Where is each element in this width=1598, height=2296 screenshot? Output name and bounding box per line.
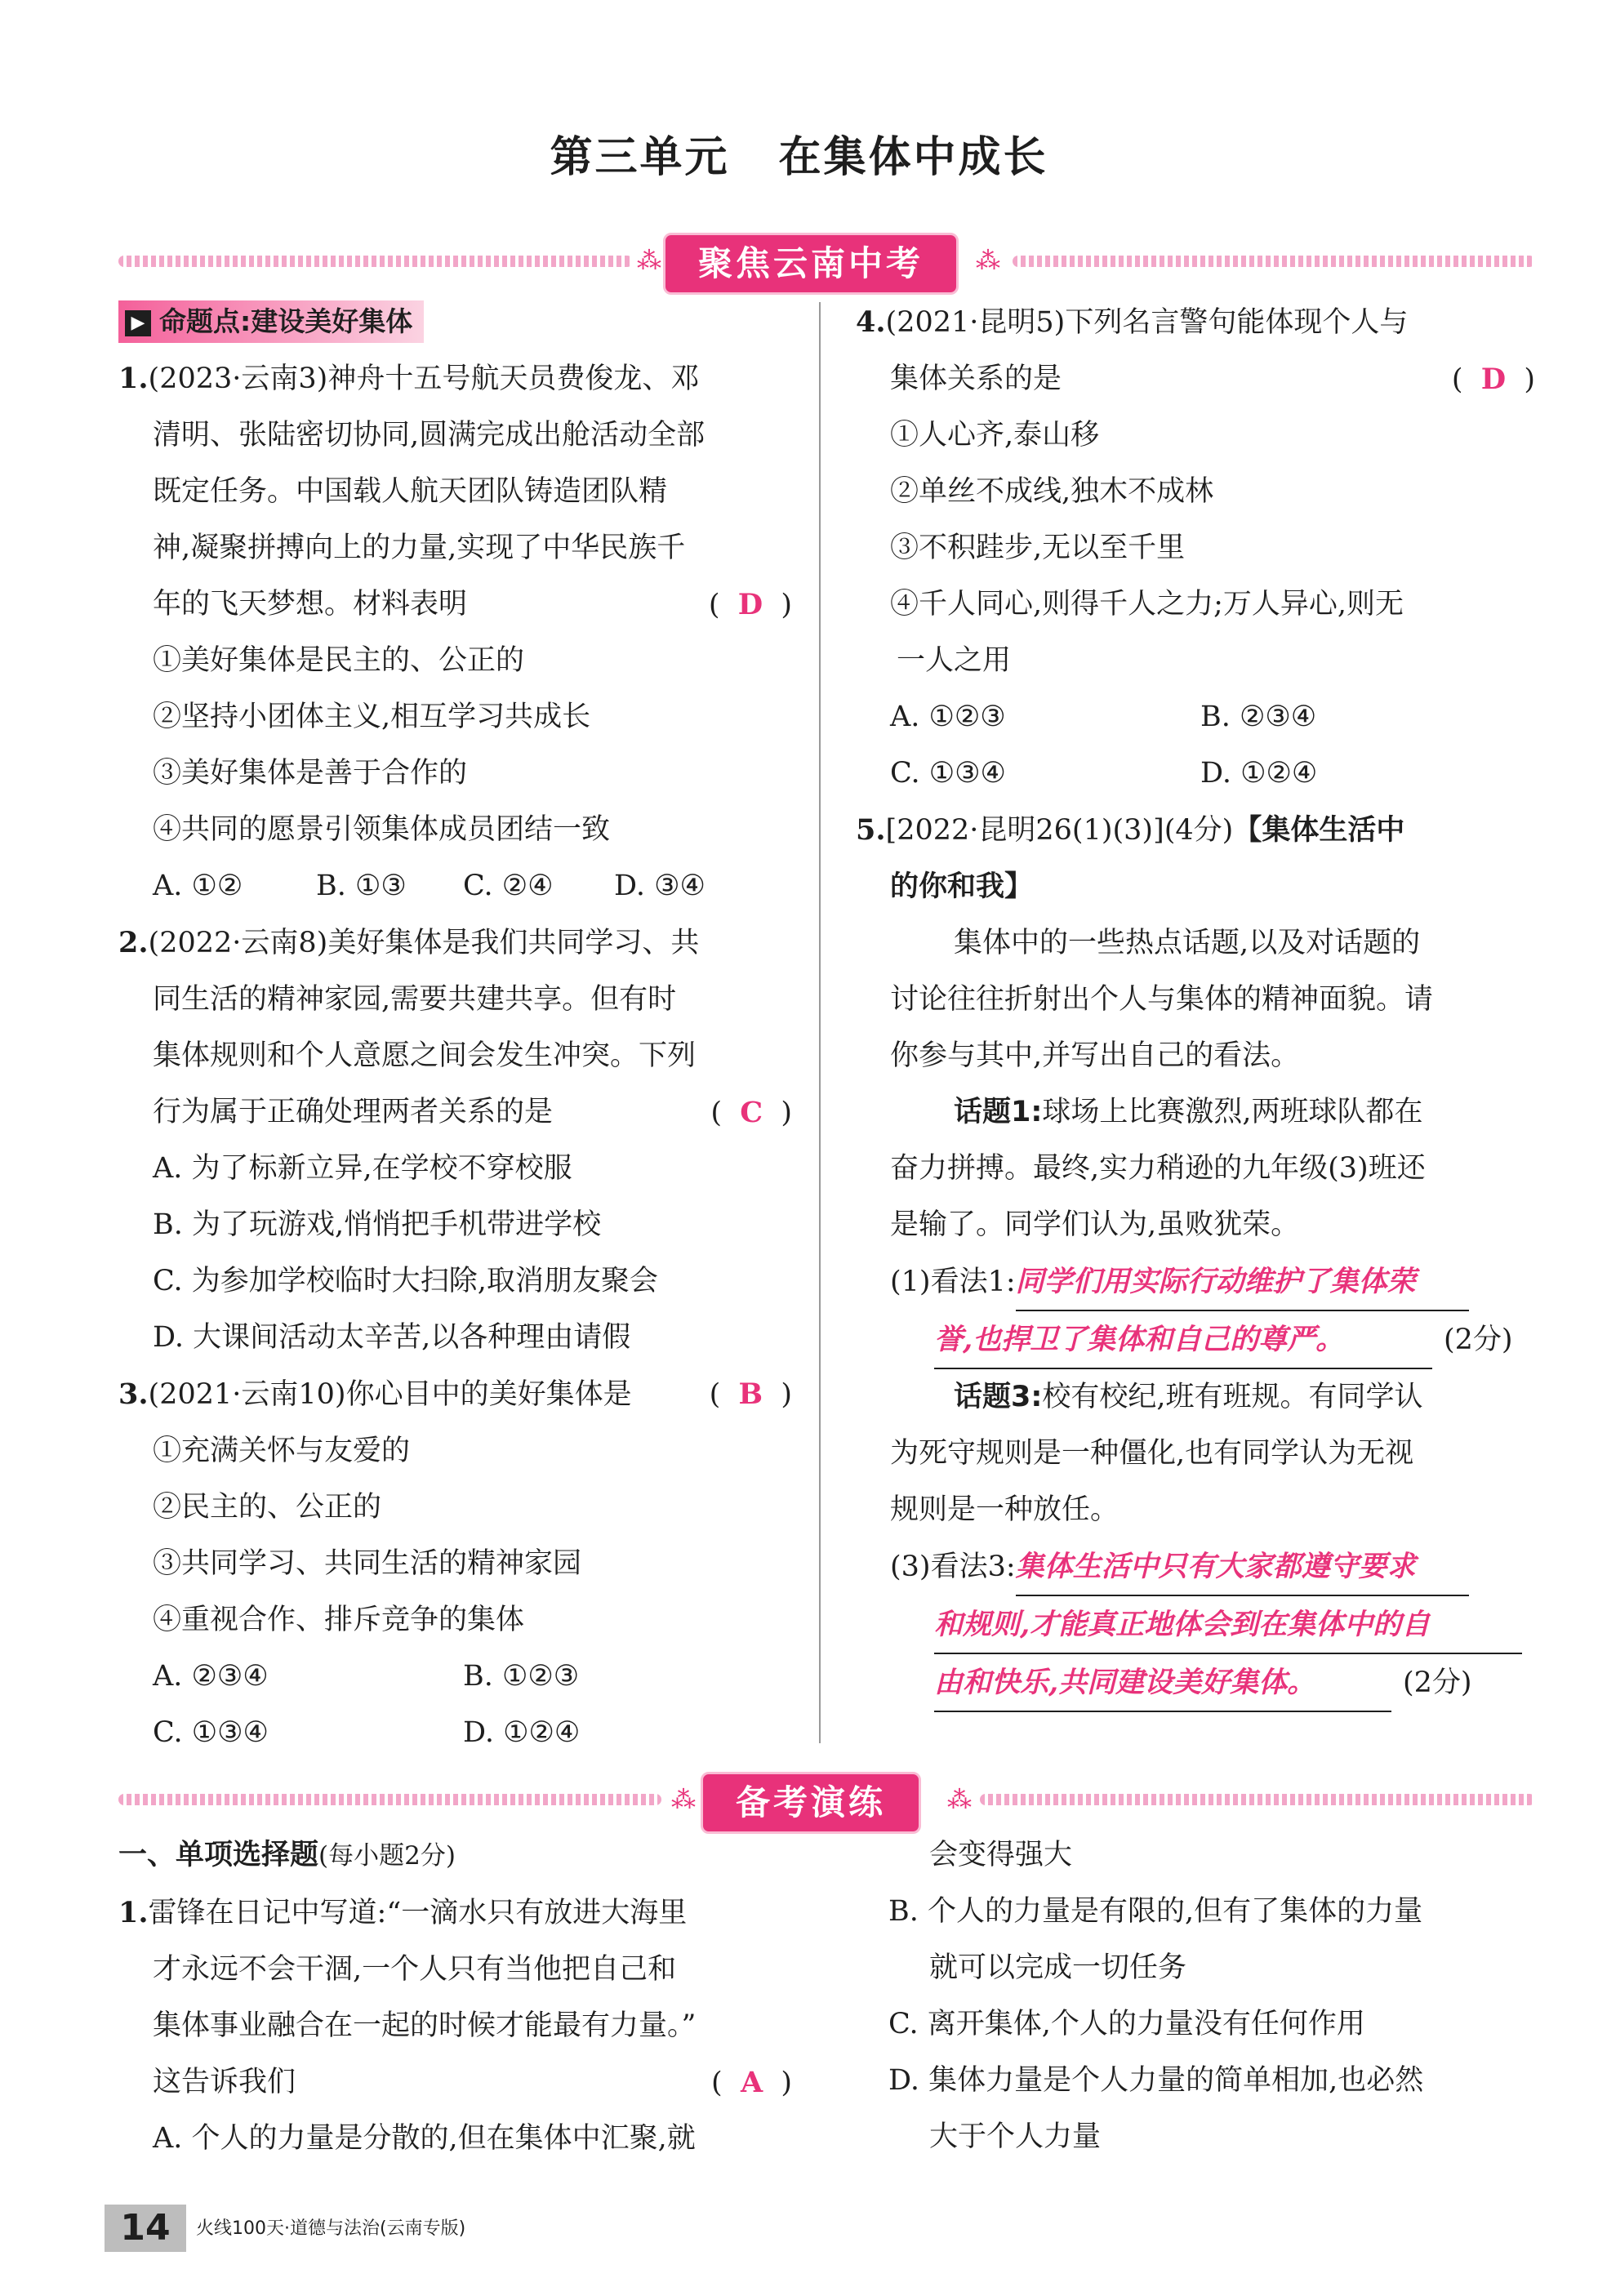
wavy-divider: [980, 1794, 1535, 1805]
answer-q3: B: [738, 1377, 763, 1411]
wavy-divider: [1013, 256, 1535, 267]
decor-left: ⁂: [637, 247, 661, 275]
section-banner-focus: 聚焦云南中考: [663, 233, 959, 295]
decor-left: ⁂: [671, 1786, 696, 1814]
section-banner-practice: 备考演练: [701, 1772, 921, 1834]
right-column-top: 4.(2021·昆明5)下列名言警句能体现个人与 集体关系的是 ( D ) ①人心齐,泰山移 ②单丝不成线,独木不成林 ③不积跬步,无以至千里 ④千人同心,则得千人之力;万人异心,则无 一人之用 A. ①②③ B. ②③④ C. ①③④ D. ①②④ 5.[2022·昆明26(1)(3)](4分)【集体生活中 的你和我】 集体中的一些热点话题,以及对话题的 讨论往往折射出个人与集体的精神面貌。请 你参与其中,并写出自己的看法。 话题1:球场上比赛激烈,两班球队都在 奋力拼搏。最终,实力稍逊的九年级(3)班还 是输了。同学们认为,虽败犹荣。 (1)看法1:同学们用实际行动维护了集体荣 誉,也捍卫了集体和自己的尊严。 (2分) 话题3:校有校纪,班有班规。有同学认 为死守规则是一种僵化,也有同学认为无视 规则是一种放任。 (3)看法3:集体生活中只有大家都遵守要求 和规则,才能真正地体会到在集体中的自 由和快乐,共同建设美好集体。 (2分): [856, 294, 1535, 1712]
decor-right: ⁂: [947, 1786, 972, 1814]
right-column-bottom: 会变得强大 B. 个人的力量是有限的,但有了集体的力量 就可以完成一切任务 C. 离开集体,个人的力量没有任何作用 D. 集体力量是个人力量的简单相加,也必然 大于个人力量: [888, 1839, 1424, 2153]
answer-q4: D: [1480, 363, 1507, 396]
wavy-divider: [118, 256, 633, 267]
wavy-divider: [118, 1794, 661, 1805]
handwritten-answer: 同学们用实际行动维护了集体荣: [1016, 1253, 1469, 1311]
left-column-top: ▶ 命题点:建设美好集体 1.(2023·云南3)神舟十五号航天员费俊龙、邓 清明、张陆密切协同,圆满完成出舱活动全部 既定任务。中国载人航天团队铸造团队精 神,凝聚拼搏向上的力量,实现了中华民族千 年的飞天梦想。材料表明 ( D ) ①美好集体是民主的、公正的 ②坚持小团体主义,相互学习共成长 ③美好集体是善于合作的 ④共同的愿景引领集体成员团结一致 A. ①② B. ①③ C. ②④ D. ③④ 2.(2022·云南8)美好集体是我们共同学习、共 同生活的精神家园,需要共建共享。但有时 集体规则和个人意愿之间会发生冲突。下列 行为属于正确处理两者关系的是 ( C ) A. 为了标新立异,在学校不穿校服 B. 为了玩游戏,悄悄把手机带进学校 C. 为参加学校临时大扫除,取消朋友聚会 D. 大课间活动太辛苦,以各种理由请假 3.(2021·云南10)你心目中的美好集体是 ( B ) ①充满关怀与友爱的 ②民主的、公正的 ③共同学习、共同生活的精神家园 ④重视合作、排斥竞争的集体 A. ②③④ B. ①②③ C. ①③④ D. ①②④: [118, 294, 792, 1761]
page-title: 第三单元 在集体中成长: [550, 133, 1048, 182]
topic-label: ▶ 命题点:建设美好集体: [118, 300, 424, 343]
handwritten-answer: 誉,也捍卫了集体和自己的尊严。: [934, 1311, 1432, 1369]
answer-q2: C: [740, 1096, 763, 1129]
decor-right: ⁂: [976, 247, 1000, 275]
answer-q1: D: [737, 588, 763, 621]
left-column-bottom: 一、单项选择题(每小题2分) 1.雷锋在日记中写道:“一滴水只有放进大海里 才永远不会干涸,一个人只有当他把自己和 集体事业融合在一起的时候才能最有力量。” 这告诉我们 ( A ) A. 个人的力量是分散的,但在集体中汇聚,就: [118, 1839, 792, 2155]
page-number: 14: [105, 2205, 186, 2252]
handwritten-answer: 由和快乐,共同建设美好集体。: [934, 1654, 1391, 1712]
play-triangle-icon: ▶: [125, 310, 151, 336]
footer-text: 火线100天·道德与法治(云南专版): [196, 2218, 466, 2239]
handwritten-answer: 和规则,才能真正地体会到在集体中的自: [934, 1596, 1522, 1654]
handwritten-answer: 集体生活中只有大家都遵守要求: [1016, 1538, 1469, 1596]
column-divider: [819, 302, 821, 1743]
answer-p1: A: [740, 2066, 763, 2099]
